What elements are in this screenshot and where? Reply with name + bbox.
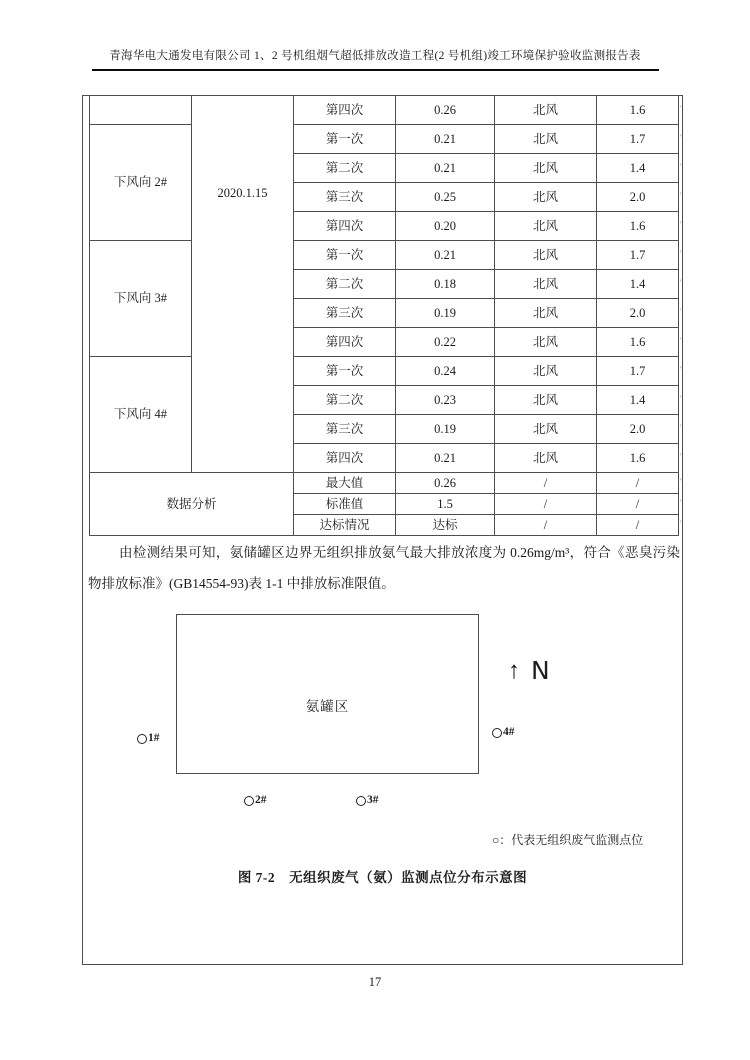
monitoring-table (89, 95, 679, 536)
location-cell: 下风向 3# (90, 241, 192, 357)
diagram-legend: ○：代表无组织废气监测点位 (492, 833, 644, 847)
seq-cell: 第三次 (294, 183, 396, 212)
seq-cell: 第一次 (294, 125, 396, 154)
slash-cell: / (495, 515, 597, 536)
paragraph-mark (680, 192, 684, 200)
paragraph-mark (680, 478, 684, 486)
north-label: N (531, 656, 550, 685)
north-indicator (508, 656, 550, 686)
value-cell: 0.23 (396, 386, 495, 415)
paragraph-mark (680, 308, 684, 316)
analysis-value-cell: 达标 (396, 515, 495, 536)
seq-cell: 第二次 (294, 154, 396, 183)
wind-dir-cell: 北风 (495, 299, 597, 328)
date-cell: 2020.1.15 (192, 96, 294, 473)
value-cell: 0.26 (396, 96, 495, 125)
wind-speed-cell: 1.4 (597, 386, 679, 415)
value-cell: 0.22 (396, 328, 495, 357)
page-number: 17 (368, 975, 382, 989)
monitoring-point (244, 793, 267, 808)
seq-cell: 第四次 (294, 96, 396, 125)
monitoring-point-circle-icon (244, 796, 254, 806)
location-cell (90, 96, 192, 125)
monitoring-point (137, 731, 160, 746)
wind-speed-cell: 1.4 (597, 154, 679, 183)
slash-cell: / (495, 473, 597, 494)
value-cell: 0.19 (396, 415, 495, 444)
paragraph-mark (680, 337, 684, 345)
monitoring-point (356, 793, 379, 808)
wind-speed-cell: 1.4 (597, 270, 679, 299)
monitoring-point (492, 725, 515, 740)
paragraph-mark (680, 250, 684, 258)
value-cell: 0.21 (396, 241, 495, 270)
value-cell: 0.25 (396, 183, 495, 212)
wind-dir-cell: 北风 (495, 183, 597, 212)
value-cell: 0.21 (396, 444, 495, 473)
wind-dir-cell: 北风 (495, 125, 597, 154)
seq-cell: 第四次 (294, 212, 396, 241)
header-rule (92, 69, 659, 71)
paragraph-mark (680, 163, 684, 171)
location-cell: 下风向 4# (90, 357, 192, 473)
analysis-value-cell: 0.26 (396, 473, 495, 494)
paragraph-mark (680, 279, 684, 287)
monitoring-point-circle-icon (137, 734, 147, 744)
analysis-name-cell: 达标情况 (294, 515, 396, 536)
slash-cell: / (495, 494, 597, 515)
figure-caption: 图 7-2 无组织废气（氨）监测点位分布示意图 (237, 870, 528, 885)
paragraph-mark (680, 105, 684, 113)
monitoring-point-circle-icon (356, 796, 366, 806)
wind-dir-cell: 北风 (495, 386, 597, 415)
document-header-title: 青海华电大通发电有限公司 1、2 号机组烟气超低排放改造工程(2 号机组)竣工环境保护验收监测报告表 (109, 50, 641, 62)
paragraph-mark (680, 221, 684, 229)
seq-cell: 第二次 (294, 270, 396, 299)
wind-dir-cell: 北风 (495, 357, 597, 386)
paragraph-mark (680, 134, 684, 142)
wind-dir-cell: 北风 (495, 270, 597, 299)
paragraph-mark (680, 424, 684, 432)
location-cell: 下风向 2# (90, 125, 192, 241)
monitoring-point-label: 3# (367, 794, 379, 806)
paragraph-mark (680, 453, 684, 461)
seq-cell: 第三次 (294, 299, 396, 328)
seq-cell: 第二次 (294, 386, 396, 415)
wind-speed-cell: 2.0 (597, 299, 679, 328)
paragraph-mark (680, 520, 684, 528)
slash-cell: / (597, 494, 679, 515)
wind-speed-cell: 2.0 (597, 415, 679, 444)
monitoring-point-label: 2# (255, 794, 267, 806)
paragraph-mark (680, 395, 684, 403)
monitoring-point-circle-icon (492, 728, 502, 738)
north-arrow-icon: ↑ (508, 658, 520, 684)
slash-cell: / (597, 515, 679, 536)
wind-dir-cell: 北风 (495, 96, 597, 125)
slash-cell: / (597, 473, 679, 494)
seq-cell: 第一次 (294, 241, 396, 270)
wind-dir-cell: 北风 (495, 241, 597, 270)
seq-cell: 第四次 (294, 328, 396, 357)
value-cell: 0.19 (396, 299, 495, 328)
wind-speed-cell: 1.6 (597, 96, 679, 125)
value-cell: 0.20 (396, 212, 495, 241)
value-cell: 0.24 (396, 357, 495, 386)
seq-cell: 第四次 (294, 444, 396, 473)
wind-dir-cell: 北风 (495, 415, 597, 444)
wind-speed-cell: 1.7 (597, 241, 679, 270)
wind-dir-cell: 北风 (495, 154, 597, 183)
value-cell: 0.21 (396, 125, 495, 154)
analysis-value-cell: 1.5 (396, 494, 495, 515)
paragraph-mark (680, 499, 684, 507)
analysis-name-cell: 标准值 (294, 494, 396, 515)
analysis-name-cell: 最大值 (294, 473, 396, 494)
monitoring-point-label: 4# (503, 726, 515, 738)
wind-speed-cell: 1.7 (597, 125, 679, 154)
wind-speed-cell: 1.6 (597, 212, 679, 241)
monitoring-point-label: 1# (148, 732, 160, 744)
seq-cell: 第三次 (294, 415, 396, 444)
wind-dir-cell: 北风 (495, 444, 597, 473)
analysis-label-cell: 数据分析 (90, 473, 294, 536)
value-cell: 0.18 (396, 270, 495, 299)
value-cell: 0.21 (396, 154, 495, 183)
paragraph-mark (680, 366, 684, 374)
tank-area-rect (176, 614, 479, 774)
tank-area-label: 氨罐区 (305, 699, 350, 714)
wind-speed-cell: 1.7 (597, 357, 679, 386)
analysis-paragraph: 由检测结果可知，氨储罐区边界无组织排放氨气最大排放浓度为 0.26mg/m³，符合《恶臭污染物排放标准》(GB14554-93)表 1-1 中排放标准限值。 (88, 545, 680, 591)
wind-speed-cell: 1.6 (597, 444, 679, 473)
seq-cell: 第一次 (294, 357, 396, 386)
wind-dir-cell: 北风 (495, 212, 597, 241)
wind-speed-cell: 2.0 (597, 183, 679, 212)
wind-dir-cell: 北风 (495, 328, 597, 357)
wind-speed-cell: 1.6 (597, 328, 679, 357)
